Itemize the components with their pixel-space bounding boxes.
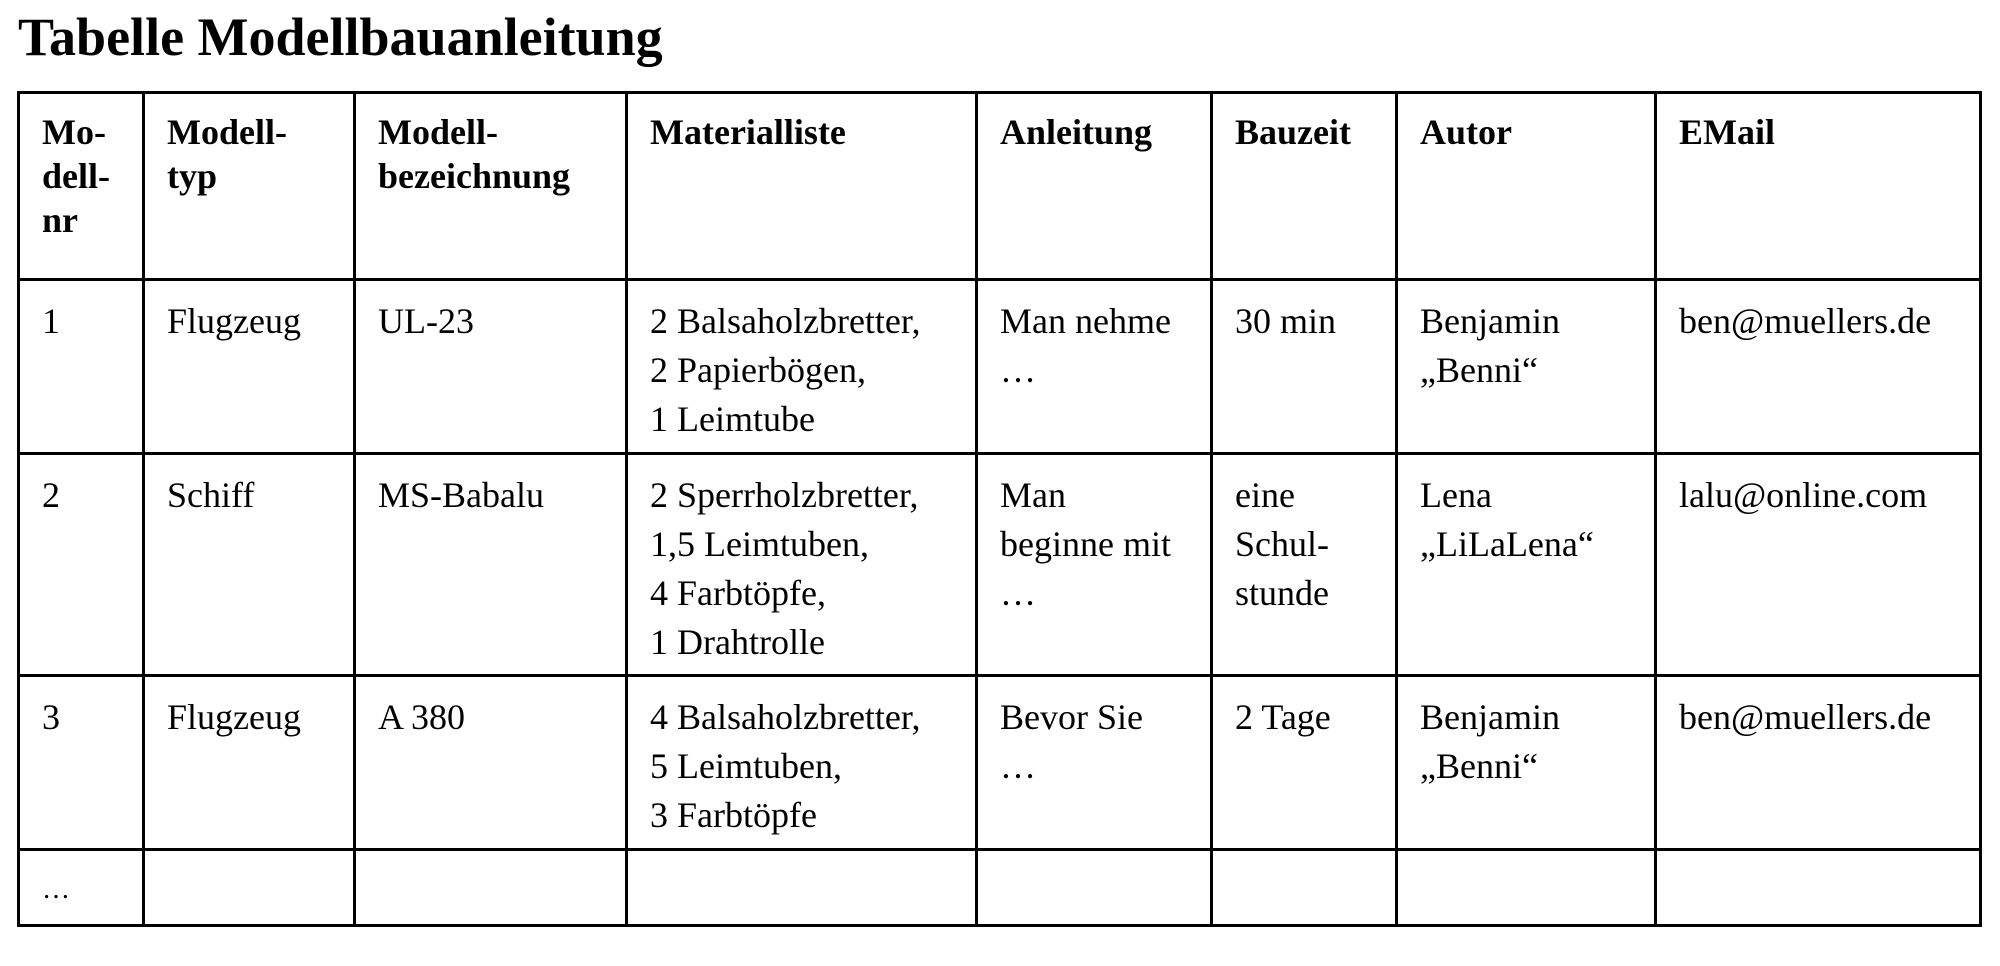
cell-modellbezeichnung: UL-23 [355, 280, 627, 454]
cell-anleitung: Man nehme … [977, 280, 1212, 454]
cell-autor: Benjamin „Benni“ [1397, 280, 1656, 454]
header-modellnr: Mo- dell- nr [19, 93, 144, 280]
cell-modellnr: 2 [19, 454, 144, 676]
cell-modelltyp: Schiff [144, 454, 355, 676]
empty-cell [1656, 850, 1981, 926]
header-anleitung: Anleitung [977, 93, 1212, 280]
header-modelltyp: Modell- typ [144, 93, 355, 280]
cell-email: ben@muellers.de [1656, 676, 1981, 850]
empty-cell [144, 850, 355, 926]
empty-cell [1212, 850, 1397, 926]
cell-materialliste: 2 Balsaholzbretter, 2 Papierbögen, 1 Leimtube [627, 280, 977, 454]
model-table [17, 91, 1982, 927]
header-row [19, 93, 1981, 280]
header-bauzeit: Bauzeit [1212, 93, 1397, 280]
cell-autor: Benjamin „Benni“ [1397, 676, 1656, 850]
cell-bauzeit: 2 Tage [1212, 676, 1397, 850]
page-title: Tabelle Modellbauanleitung [18, 7, 663, 67]
cell-modellbezeichnung: MS-Babalu [355, 454, 627, 676]
table-row [19, 454, 1981, 676]
header-email: EMail [1656, 93, 1981, 280]
header-modellbezeichnung: Modell- bezeichnung [355, 93, 627, 280]
cell-modelltyp: Flugzeug [144, 676, 355, 850]
header-materialliste: Materialliste [627, 93, 977, 280]
table-row [19, 676, 1981, 850]
cell-modellbezeichnung: A 380 [355, 676, 627, 850]
table-row [19, 280, 1981, 454]
continuation-ellipsis: … [19, 850, 144, 926]
empty-cell [355, 850, 627, 926]
empty-cell [627, 850, 977, 926]
cell-modelltyp: Flugzeug [144, 280, 355, 454]
cell-bauzeit: eine Schul- stunde [1212, 454, 1397, 676]
cell-email: ben@muellers.de [1656, 280, 1981, 454]
empty-cell [977, 850, 1212, 926]
cell-materialliste: 4 Balsaholzbretter, 5 Leimtuben, 3 Farbtöpfe [627, 676, 977, 850]
cell-bauzeit: 30 min [1212, 280, 1397, 454]
cell-anleitung: Bevor Sie … [977, 676, 1212, 850]
continuation-row [19, 850, 1981, 926]
cell-modellnr: 1 [19, 280, 144, 454]
cell-modellnr: 3 [19, 676, 144, 850]
empty-cell [1397, 850, 1656, 926]
cell-anleitung: Man beginne mit … [977, 454, 1212, 676]
cell-email: lalu@online.com [1656, 454, 1981, 676]
cell-autor: Lena „LiLaLena“ [1397, 454, 1656, 676]
header-autor: Autor [1397, 93, 1656, 280]
cell-materialliste: 2 Sperrholzbretter, 1,5 Leimtuben, 4 Farbtöpfe, 1 Drahtrolle [627, 454, 977, 676]
